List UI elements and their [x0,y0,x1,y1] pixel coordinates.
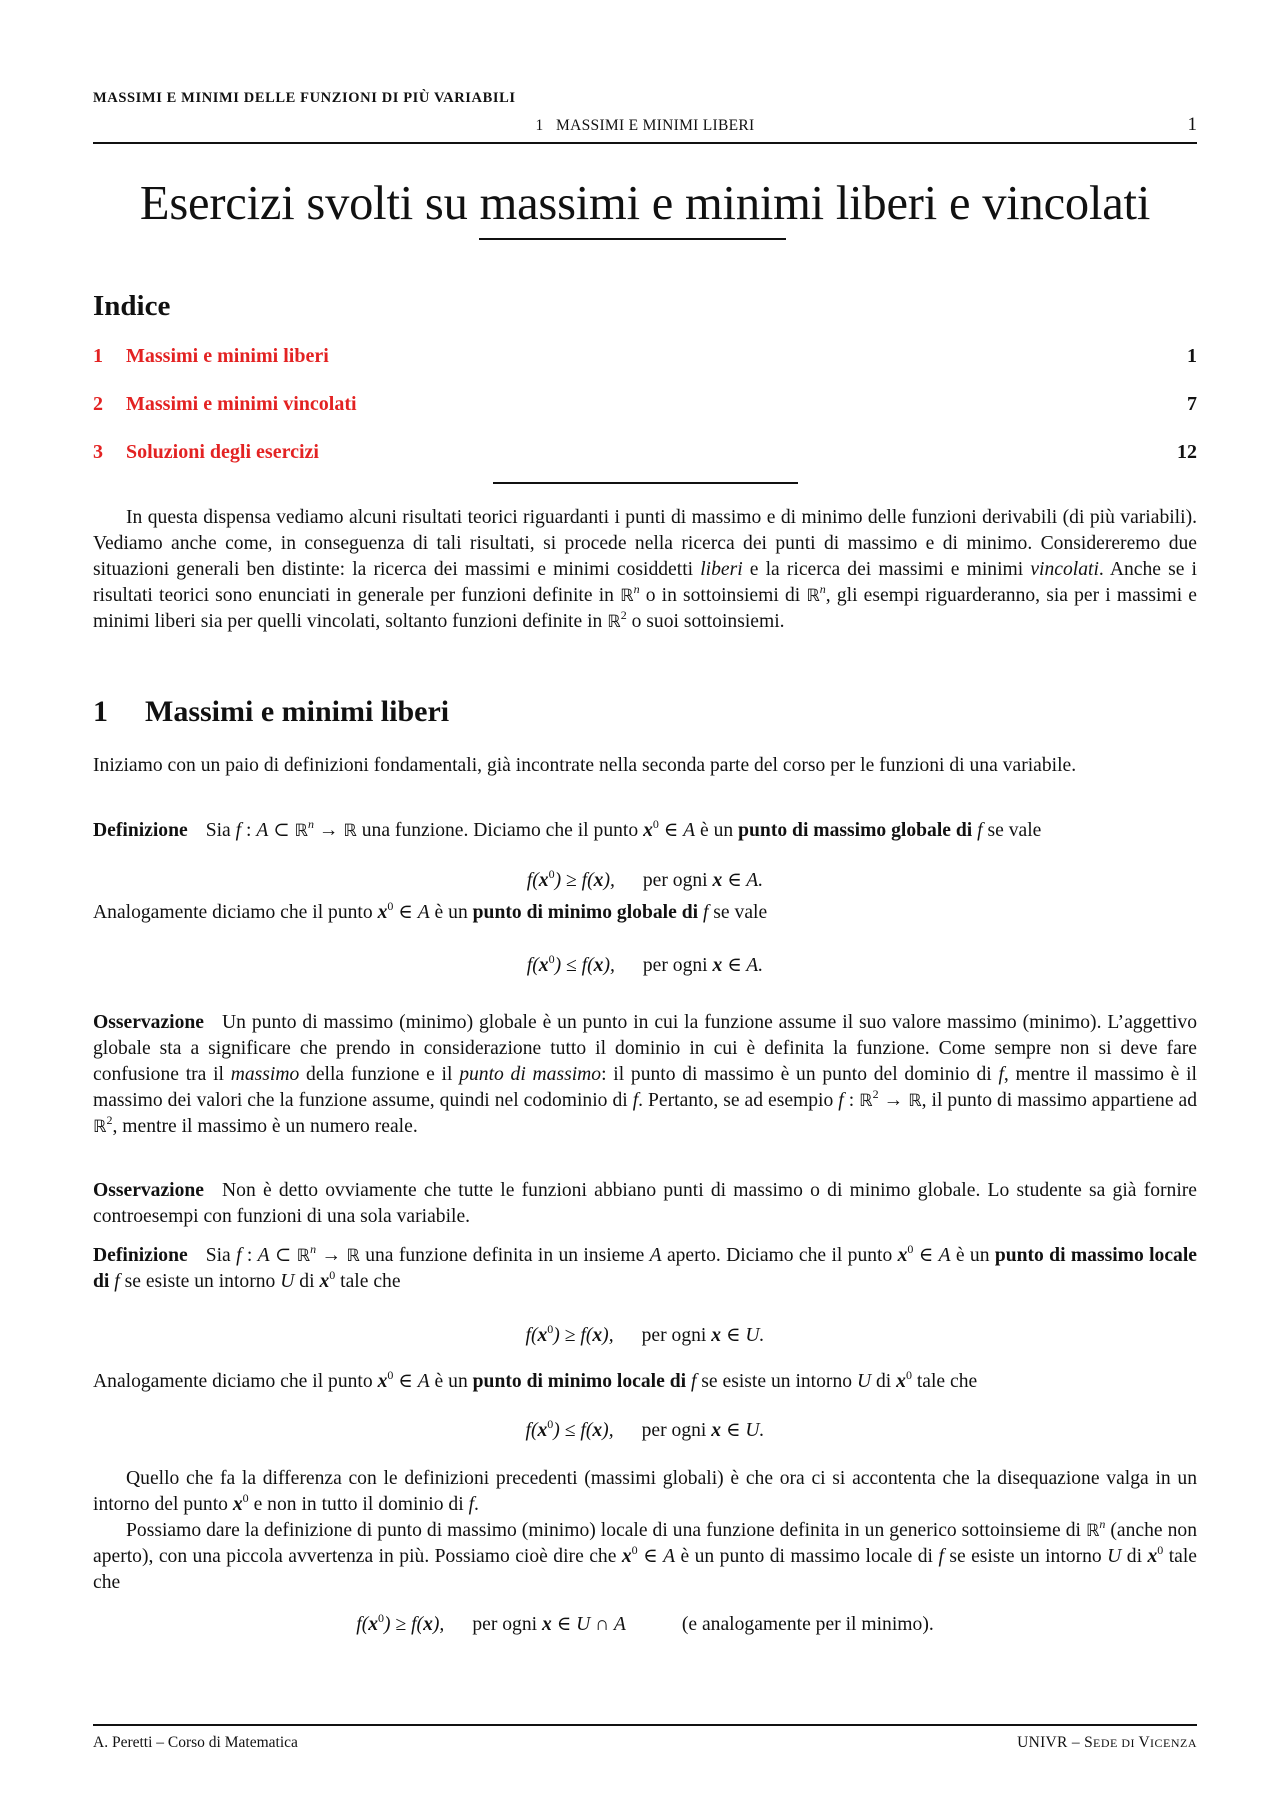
toc-heading: Indice [93,290,171,322]
paragraph: Analogamente diciamo che il punto $x^0$ ∈ A è un punto di minimo globale di f se vale [93,899,768,923]
footer-author: A. Peretti – Corso di Matematica [93,1734,298,1751]
equation: $f(x^0) \ge f(x)$, per ogni x ∈ A. [526,867,764,891]
toc-entry[interactable]: 2 Massimi e minimi vincolati 7 [93,393,1197,415]
footer-institution: UNIVR – SEDE DI VICENZA [1017,1734,1197,1751]
section-heading: 1 Massimi e minimi liberi [93,695,450,728]
footer-rule [93,1724,1197,1726]
section-intro: Iniziamo con un paio di definizioni fondamentali, già incontrate nella seconda parte del corso per le funzioni di una variabile. [93,755,1077,776]
toc-entry[interactable]: 3 Soluzioni degli esercizi 12 [93,441,1197,463]
toc-entry[interactable]: 1 Massimi e minimi liberi 1 [93,345,1197,367]
running-section: 1 MASSIMI E MINIMI LIBERI [535,117,755,134]
title-rule [479,238,786,240]
equation: $f(x^0) \ge f(x)$, per ogni x ∈ U ∩ A (e analogamente per il minimo). [356,1611,934,1635]
page-number: 1 [1187,114,1197,135]
paragraph: Analogamente diciamo che il punto $x^0$ ∈ A è un punto di minimo locale di f se esiste un intorno U di $x^0$ tale che [93,1368,978,1392]
definition-local: Definizione Sia f : A ⊂ ℝ$^n$ → ℝ una funzione definita in un insieme A aperto. Diciamo che il punto $x^0$ ∈ A è un punto di massimo locale di f se esiste un intorno U di $x^0$ tale che [93,1242,1197,1292]
running-title: MASSIMI E MINIMI DELLE FUNZIONI DI PIÙ VARIABILI [93,90,516,106]
equation: $f(x^0) \le f(x)$, per ogni x ∈ A. [526,952,764,976]
paragraph: Quello che fa la differenza con le definizioni precedenti (massimi globali) è che ora ci si accontenta che la disequazione valga in un intorno del punto $x^0$ e non in tutto il dominio di f. Possiamo dare la definizione di punto di massimo (minimo) locale di una funzione definita in un generico sottoinsieme di ℝ$^n$ (anche non aperto), con una piccola avvertenza in più. Possiamo cioè dire che $x^0$ ∈ A è un punto di massimo locale di f se esiste un intorno U di $x^0$ tale che [93,1468,1197,1593]
definition-global: Definizione Sia f : A ⊂ ℝ$^n$ → ℝ una funzione. Diciamo che il punto $x^0$ ∈ A è un punto di massimo globale di f se vale [93,817,1042,841]
document-title: Esercizi svolti su massimi e minimi liberi e vincolati [139,177,1151,230]
equation: $f(x^0) \ge f(x)$, per ogni x ∈ U. [525,1322,765,1346]
header-rule [93,142,1197,144]
toc-rule [493,482,798,484]
observation-2: Osservazione Non è detto ovviamente che tutte le funzioni abbiano punti di massimo o di minimo globale. Lo studente sa già fornire controesempi con funzioni di una sola variabile. [93,1180,1197,1227]
intro-paragraph: In questa dispensa vediamo alcuni risultati teorici riguardanti i punti di massimo e di minimo delle funzioni derivabili (di più variabili). Vediamo anche come, in conseguenza di tali risultati, si procede nella ricerca dei punti di massimo e di minimo. Considereremo due situazioni generali ben distinte: la ricerca dei massimi e minimi cosiddetti liberi e la ricerca dei massimi e minimi vincolati. Anche se i risultati teorici sono enunciati in generale per funzioni definite in ℝ$^n$ o in sottoinsiemi di ℝ$^n$, gli esempi riguarderanno, sia per i massimi e minimi liberi sia per quelli vincolati, soltanto funzioni definite in ℝ$^2$ o suoi sottoinsiemi. [93,507,1197,632]
observation-1: Osservazione Un punto di massimo (minimo) globale è un punto in cui la funzione assume il suo valore massimo (minimo). L’aggettivo globale sta a significare che prendo in considerazione tutto il dominio in cui è definita la funzione. Come sempre non si deve fare confusione tra il massimo della funzione e il punto di massimo: il punto di massimo è un punto del dominio di f, mentre il massimo è il massimo dei valori che la funzione assume, quindi nel codominio di f. Pertanto, se ad esempio f : ℝ$^2$ → ℝ, il punto di massimo appartiene ad ℝ$^2$, mentre il massimo è un numero reale. [93,1012,1197,1137]
equation: $f(x^0) \le f(x)$, per ogni x ∈ U. [525,1417,765,1441]
